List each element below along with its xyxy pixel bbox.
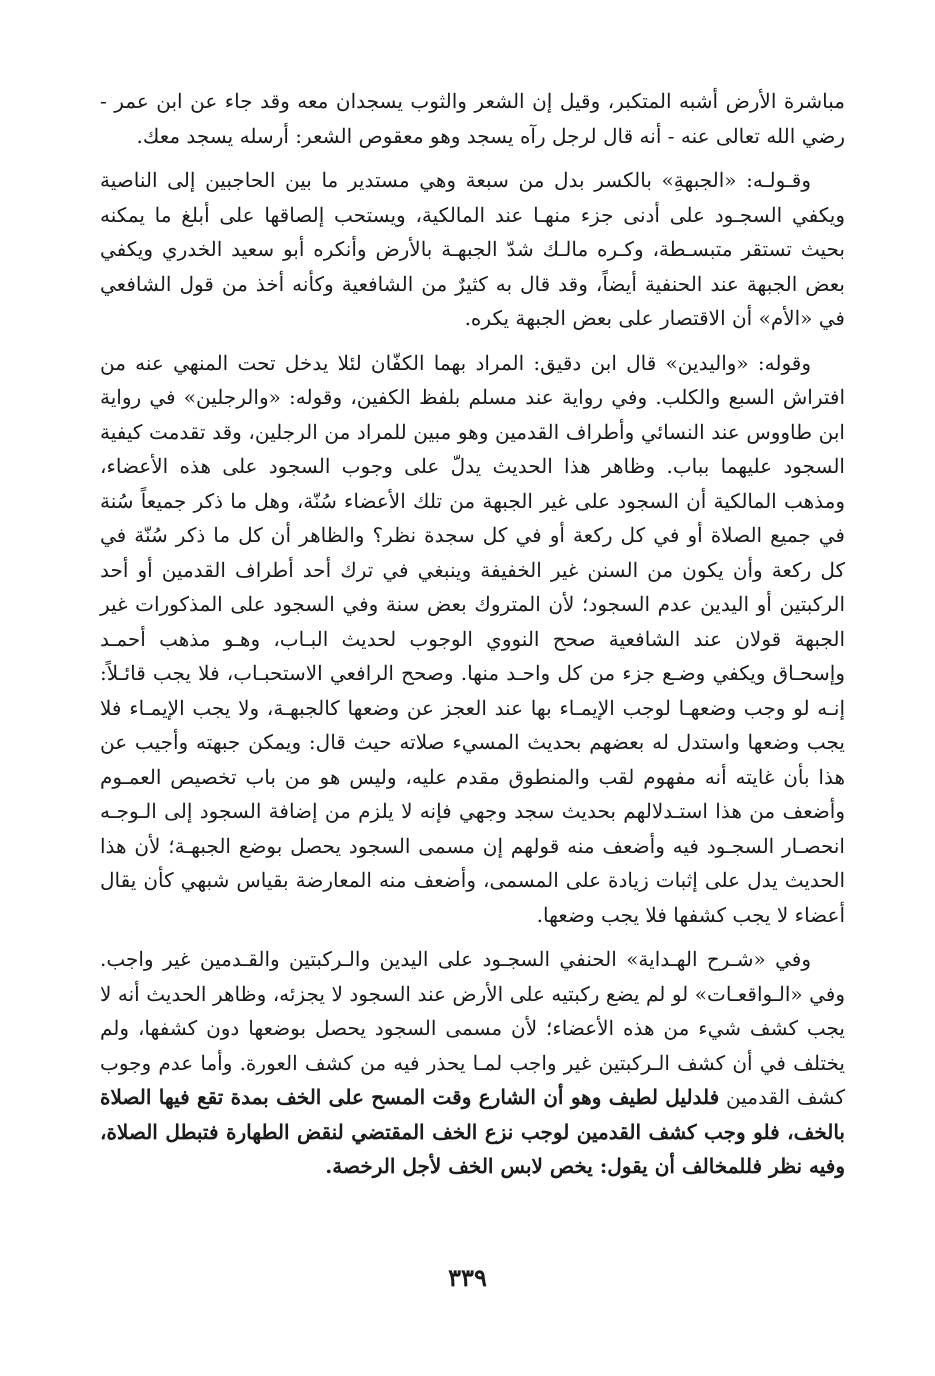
paragraph-4 <box>100 942 845 1184</box>
paragraph-2 <box>100 163 845 336</box>
page-number: ٣٣٩ <box>448 1263 487 1292</box>
paragraph-3-text: وقوله: «واليدين» قال ابن دقيق: المراد بهما الكفّان لئلا يدخل تحت المنهي عنه من افتراش السبع والكلب. وفي رواية عند مسلم بلفظ الكفين، وقوله: «والرجلين» في رواية ابن طاووس عند النسائي وأطراف القدمين وهو مبين للمراد من الرجلين، وقد تقدمت كيفية السجود عليهما بباب. وظاهر هذا الحديث يدلّ على وجوب السجود على هذه الأعضاء، ومذهب المالكية أن السجود على غير الجبهة من تلك الأعضاء سُنّة، وهل ما ذكر جميعاً سُنة في جميع الصلاة أو في كل ركعة أو في كل سجدة نظر؟ والظاهر أن كل ما ذكر سُنّة في كل ركعة وأن يكون من السنن غير الخفيفة وينبغي في ترك أحد أطراف القدمين أو أحد الركبتين أو اليدين عدم السجود؛ لأن المتروك بعض سنة وفي السجود على المذكورات غير الجبهة قولان عند الشافعية صحح النووي الوجوب لحديث البـاب، وهـو مذهب أحمـد وإسحـاق ويكفي وضـع جزء من كل واحـد منها. وصحح الرافعي الاستحبـاب، فلا يجب قائـلاً: إنـه لو وجب وضعهـا لوجب الإيمـاء بها عند العجز عن وضعها كالجبهـة، ولا يجب الإيمـاء فلا يجب وضعها واستدل له بعضهم بحديث المسيء صلاته حيث قال: ويمكن جبهته وأجيب عن هذا بأن غايته أنه مفهوم لقب والمنطوق مقدم عليه، وليس هو من باب تخصيص العمـوم وأضعف من هذا استـدلالهم بحديث سجد وجهي فإنه لا يلزم من إضافة السجود إلى الـوجـه انحصـار السجـود فيه وأضعف منه قولهم إن مسمى السجود يحصل بوضع الجبهـة؛ لأن هذا الحديث يدل على إثبات زيادة على المسمى، وأضعف منه المعارضة بقياس شبهي كأن يقال أعضاء لا يجب كشفها فلا يجب وضعها. <box>100 350 846 927</box>
paragraph-3 <box>100 346 845 933</box>
paragraph-1-text: مباشرة الأرض أشبه المتكبر، وقيل إن الشعر والثوب يسجدان معه وقد جاء عن ابن عمر - رضي الله تعالى عنه - أنه قال لرجل رآه يسجد وهو معقوص الشعر: أرسله يسجد معك. <box>100 89 845 148</box>
paragraph-4-bold-text: فلدليل لطيف وهو أن الشارع وقت المسح على الخف بمدة تقع فيها الصلاة بالخف، فلو وجب كشف القدمين لوجب نزع الخف المقتضي لنقض الطهارة فتبطل الصلاة، وفيه نظر فللمخالف أن يقول: يخص لابس الخف لأجل الرخصة. <box>100 1085 845 1178</box>
main-text <box>100 84 845 1184</box>
paragraph-4-text: وفي «شـرح الهـداية» الحنفي السجـود على اليدين والـركبتين والقـدمين غير واجب. وفي «الـواقعـات» لو لم يضع ركبتيه على الأرض عند السجود لا يجزئه، وظاهر الحديث أنه لا يجب كشف شيء من هذه الأعضاء؛ لأن مسمى السجود يحصل بوضعها دون كشفها، ولم يختلف في أن كشف الـركبتين غير واجب لمـا يحذر فيه من كشف العورة. وأما عدم وجوب كشف القدمين <box>100 947 846 1109</box>
paragraph-2-text: وقـولـه: «الجبهةِ» بالكسر بدل من سبعة وهي مستدير ما بين الحاجبين إلى الناصية ويكفي السجـود على أدنى جزء منهـا عند المالكية، ويستحب إلصاقها على أبلغ ما يمكنه بحيث تستقر متبسـطة، وكـره مالـك شدّ الجبهـة بالأرض وأنكره أبو سعيد الخدري ويكفي بعض الجبهة عند الحنفية أيضاً، وقد قال به كثيرٌ من الشافعية وكأنه أخذ من قول الشافعي في «الأم» أن الاقتصار على بعض الجبهة يكره. <box>100 168 845 330</box>
paragraph-1 <box>100 84 845 153</box>
